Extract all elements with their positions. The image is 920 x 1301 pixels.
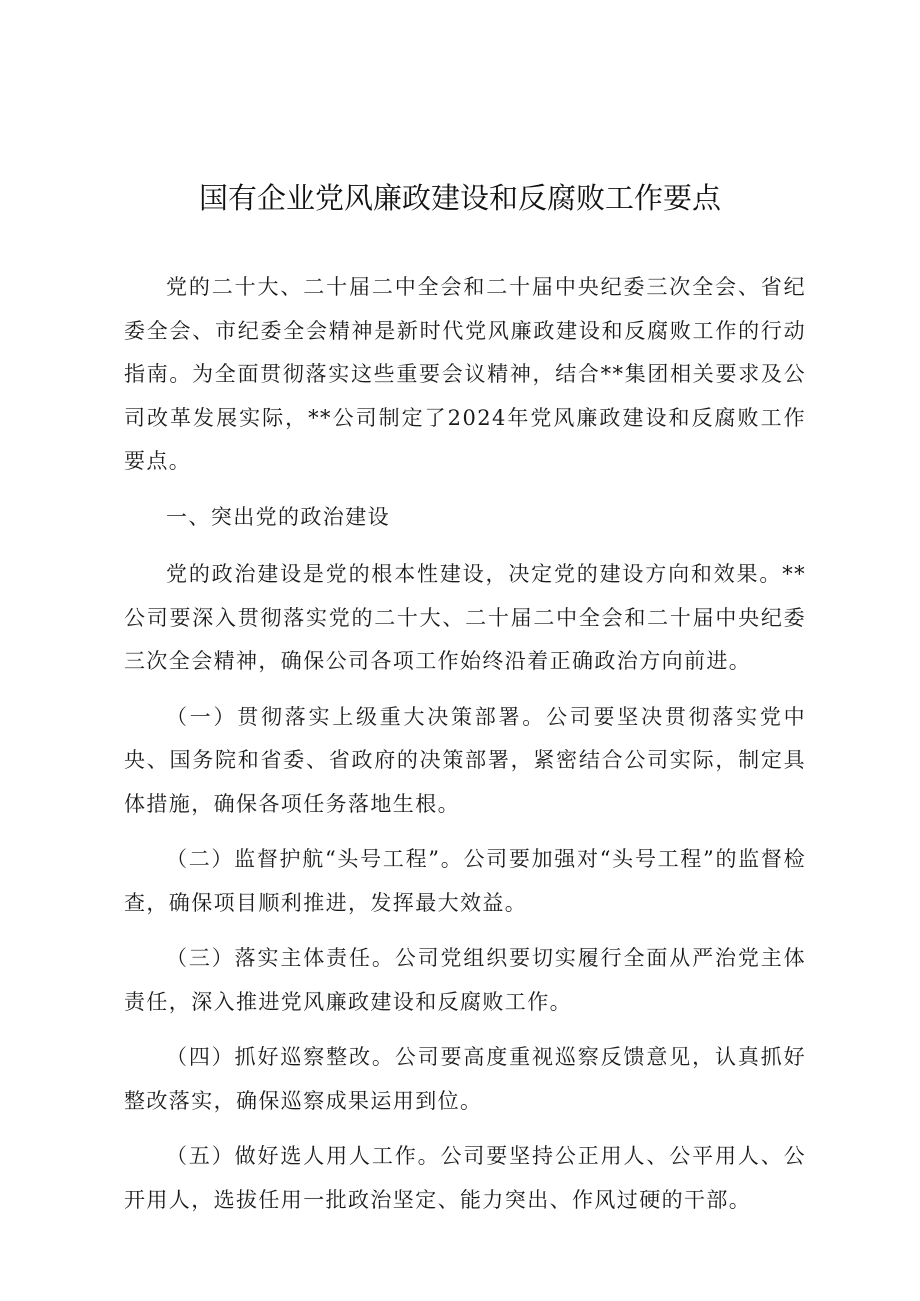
section-1-paragraph: 党的政治建设是党的根本性建设，决定党的建设方向和效果。**公司要深入贯彻落实党的二十大、二十届二中全会和二十届中央纪委三次全会精神，确保公司各项工作始终沿着正确政治方向前进。 <box>124 562 806 673</box>
section-heading-1: 一、突出党的政治建设 <box>166 504 390 529</box>
intro-paragraph: 党的二十大、二十届二中全会和二十届中央纪委三次全会、省纪委全会、市纪委全会精神是新时代党风廉政建设和反腐败工作的行动指南。为全面贯彻落实这些重要会议精神，结合**集团相关要求及公司改革发展实际，**公司制定了2024年党风廉政建设和反腐败工作要点。 <box>124 275 806 473</box>
document-title: 国有企业党风廉政建设和反腐败工作要点 <box>198 181 721 215</box>
item-4-paragraph: （四）抓好巡察整改。公司要高度重视巡察反馈意见，认真抓好整改落实，确保巡察成果运用到位。 <box>124 1045 806 1113</box>
document-body <box>124 266 806 1234</box>
item-2-paragraph: （二）监督护航“头号工程”。公司要加强对“头号工程”的监督检查，确保项目顺利推进，发挥最大效益。 <box>124 847 806 915</box>
item-3-paragraph: （三）落实主体责任。公司党组织要切实履行全面从严治党主体责任，深入推进党风廉政建设和反腐败工作。 <box>124 946 806 1014</box>
item-5-paragraph: （五）做好选人用人工作。公司要坚持公正用人、公平用人、公开用人，选拔任用一批政治坚定、能力突出、作风过硬的干部。 <box>124 1144 806 1212</box>
item-1-paragraph: （一）贯彻落实上级重大决策部署。公司要坚决贯彻落实党中央、国务院和省委、省政府的决策部署，紧密结合公司实际，制定具体措施，确保各项任务落地生根。 <box>124 704 806 816</box>
